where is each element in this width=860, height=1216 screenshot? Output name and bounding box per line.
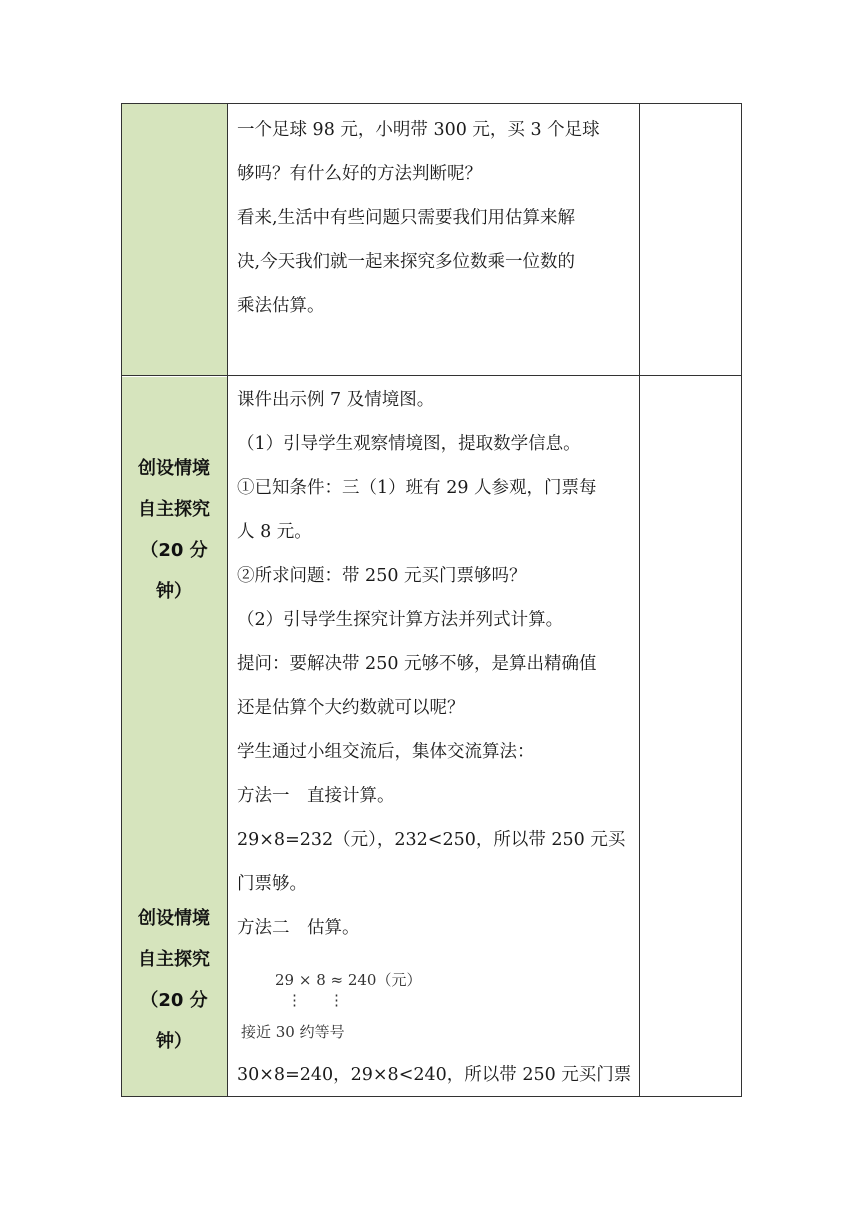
row1-content	[237, 108, 639, 328]
text-line: 够吗？有什么好的方法判断呢？	[237, 164, 482, 184]
text-line: ②所求问题：带 250 元买门票够吗？	[237, 566, 527, 586]
column-divider-1	[227, 103, 228, 1097]
text-line: 看来,生活中有些问题只需要我们用估算来解	[237, 208, 576, 228]
vertical-dots-icon: ⋮	[329, 991, 344, 1009]
stage-label-top: 创设情境 自主探究 （20 分 钟）	[138, 458, 210, 602]
text-line: 30×8=240，29×8<240，所以带 250 元买门票	[237, 1065, 632, 1085]
text-line: 一个足球 98 元，小明带 300 元，买 3 个足球	[237, 120, 600, 140]
text-line: 29×8=232（元），232<250，所以带 250 元买	[237, 830, 626, 850]
text-line: 方法二 估算。	[237, 918, 360, 938]
text-line: 门票够。	[237, 874, 307, 894]
lesson-table	[121, 103, 742, 1097]
table-border-right	[741, 103, 742, 1097]
text-line: 方法一 直接计算。	[237, 786, 395, 806]
label-cell-bg-1	[122, 104, 227, 375]
formula-expression: 29 × 8 ≈ 240（元）	[275, 971, 422, 989]
text-line: 决,今天我们就一起来探究多位数乘一位数的	[237, 252, 576, 272]
vertical-dots-icon: ⋮	[287, 991, 302, 1009]
text-line: （2）引导学生探究计算方法并列式计算。	[237, 610, 564, 630]
text-line: 课件出示例 7 及情境图。	[237, 390, 435, 410]
text-line: 提问：要解决带 250 元够不够，是算出精确值	[237, 654, 597, 674]
text-line: ①已知条件：三（1）班有 29 人参观，门票每	[237, 478, 597, 498]
text-line: 还是估算个大约数就可以呢？	[237, 698, 465, 718]
table-border-top	[121, 103, 742, 104]
column-divider-2	[639, 103, 640, 1097]
text-line: （1）引导学生观察情境图，提取数学信息。	[237, 434, 581, 454]
text-line: 人 8 元。	[237, 522, 312, 542]
row-divider	[121, 375, 742, 376]
text-line: 乘法估算。	[237, 296, 325, 316]
row2-content	[237, 378, 639, 950]
estimation-formula	[237, 969, 537, 1059]
row2-content-continued	[237, 1053, 639, 1097]
formula-annotation: 接近 30 约等号	[241, 1023, 345, 1041]
text-line: 学生通过小组交流后，集体交流算法：	[237, 742, 535, 762]
stage-label-bottom: 创设情境 自主探究 （20 分 钟）	[138, 908, 210, 1052]
